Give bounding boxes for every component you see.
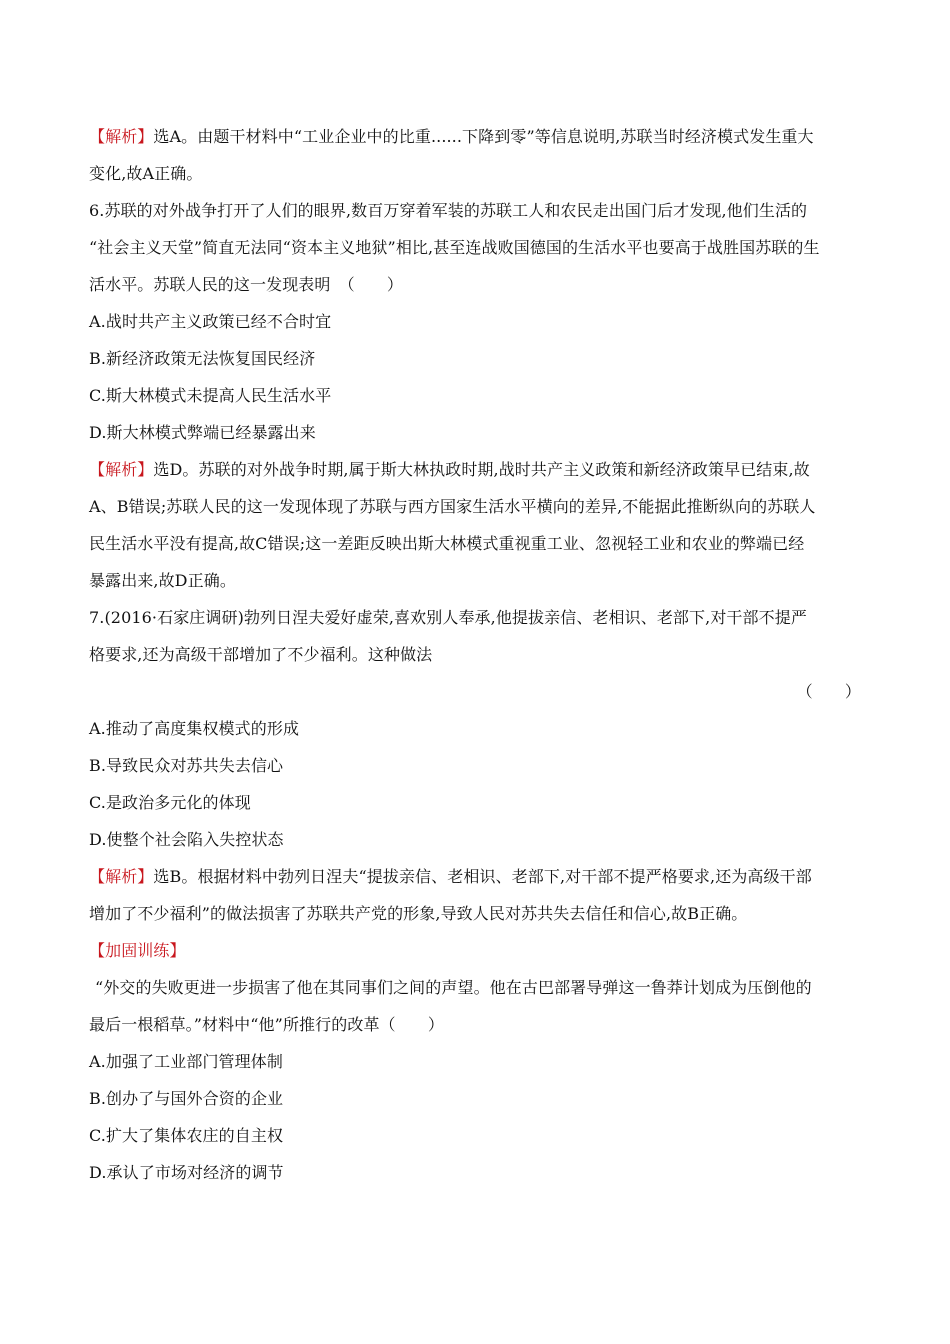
- q5-analysis-line-2: 变化,故A正确。: [89, 164, 203, 183]
- q7-stem: [89, 599, 861, 710]
- q7-answer-paren: （ ）: [796, 682, 861, 701]
- q6-option-c: C.斯大林模式未提高人民生活水平: [89, 386, 332, 405]
- reinforce-option-a: A.加强了工业部门管理体制: [89, 1052, 283, 1071]
- q6-option-a: A.战时共产主义政策已经不合时宜: [89, 312, 332, 331]
- q7-stem-line-2: 格要求,还为高级干部增加了不少福利。这种做法: [89, 645, 433, 664]
- document-page: [89, 118, 861, 1191]
- q7-stem-line-1: 7.(2016·石家庄调研)勃列日涅夫爱好虚荣,喜欢别人奉承,他提拔亲信、老相识、老部下,对干部不提严: [89, 608, 807, 627]
- q6-analysis-line-4: 暴露出来,故D正确。: [89, 571, 236, 590]
- q7-option-c: C.是政治多元化的体现: [89, 793, 251, 812]
- q7-option-b: B.导致民众对苏共失去信心: [89, 756, 284, 775]
- q5-analysis-line-1: 选A。由题干材料中“工业企业中的比重......下降到零”等信息说明,苏联当时经济模式发生重大: [153, 127, 814, 146]
- q6-stem: [89, 192, 861, 303]
- q6-stem-line-2: “社会主义天堂”简直无法同“资本主义地狱”相比,甚至连战败国德国的生活水平也要高于战胜国苏联的生: [89, 238, 820, 257]
- reinforce-stem-line-1: “外交的失败更进一步损害了他在其同事们之间的声望。他在古巴部署导弹这一鲁莽计划成为压倒他的: [95, 978, 812, 997]
- q6-option-d: D.斯大林模式弊端已经暴露出来: [89, 423, 316, 442]
- analysis-tag: 【解析】: [89, 127, 154, 146]
- q6-analysis-line-2: A、B错误;苏联人民的这一发现体现了苏联与西方国家生活水平横向的差异,不能据此推断纵向的苏联人: [89, 497, 816, 516]
- analysis-tag: 【解析】: [89, 460, 154, 479]
- q7-analysis-line-2: 增加了不少福利”的做法损害了苏联共产党的形象,导致人民对苏共失去信任和信心,故B正确。: [89, 904, 748, 923]
- analysis-tag: 【解析】: [89, 867, 154, 886]
- q6-stem-line-3: 活水平。苏联人民的这一发现表明 （ ）: [89, 275, 404, 294]
- q6-stem-line-1: 6.苏联的对外战争打开了人们的眼界,数百万穿着军装的苏联工人和农民走出国门后才发现,他们生活的: [89, 201, 808, 220]
- q7-option-d: D.使整个社会陷入失控状态: [89, 830, 284, 849]
- reinforce-heading: 【加固训练】: [89, 941, 186, 960]
- q7-analysis-line-1: 选B。根据材料中勃列日涅夫“提拔亲信、老相识、老部下,对干部不提严格要求,还为高级干部: [153, 867, 812, 886]
- reinforce-stem-line-2: 最后一根稻草。”材料中“他”所推行的改革（ ）: [89, 1015, 444, 1034]
- q5-analysis: [89, 118, 861, 192]
- reinforce-option-b: B.创办了与国外合资的企业: [89, 1089, 284, 1108]
- reinforce-option-c: C.扩大了集体农庄的自主权: [89, 1126, 284, 1145]
- q6-option-b: B.新经济政策无法恢复国民经济: [89, 349, 316, 368]
- q7-analysis: [89, 858, 861, 932]
- q6-analysis: [89, 451, 861, 599]
- q6-analysis-line-1: 选D。苏联的对外战争时期,属于斯大林执政时期,战时共产主义政策和新经济政策早已结束,故: [153, 460, 810, 479]
- reinforce-option-d: D.承认了市场对经济的调节: [89, 1163, 284, 1182]
- q7-option-a: A.推动了高度集权模式的形成: [89, 719, 300, 738]
- reinforce-stem: [89, 969, 861, 1043]
- q6-analysis-line-3: 民生活水平没有提高,故C错误;这一差距反映出斯大林模式重视重工业、忽视轻工业和农业的弊端已经: [89, 534, 805, 553]
